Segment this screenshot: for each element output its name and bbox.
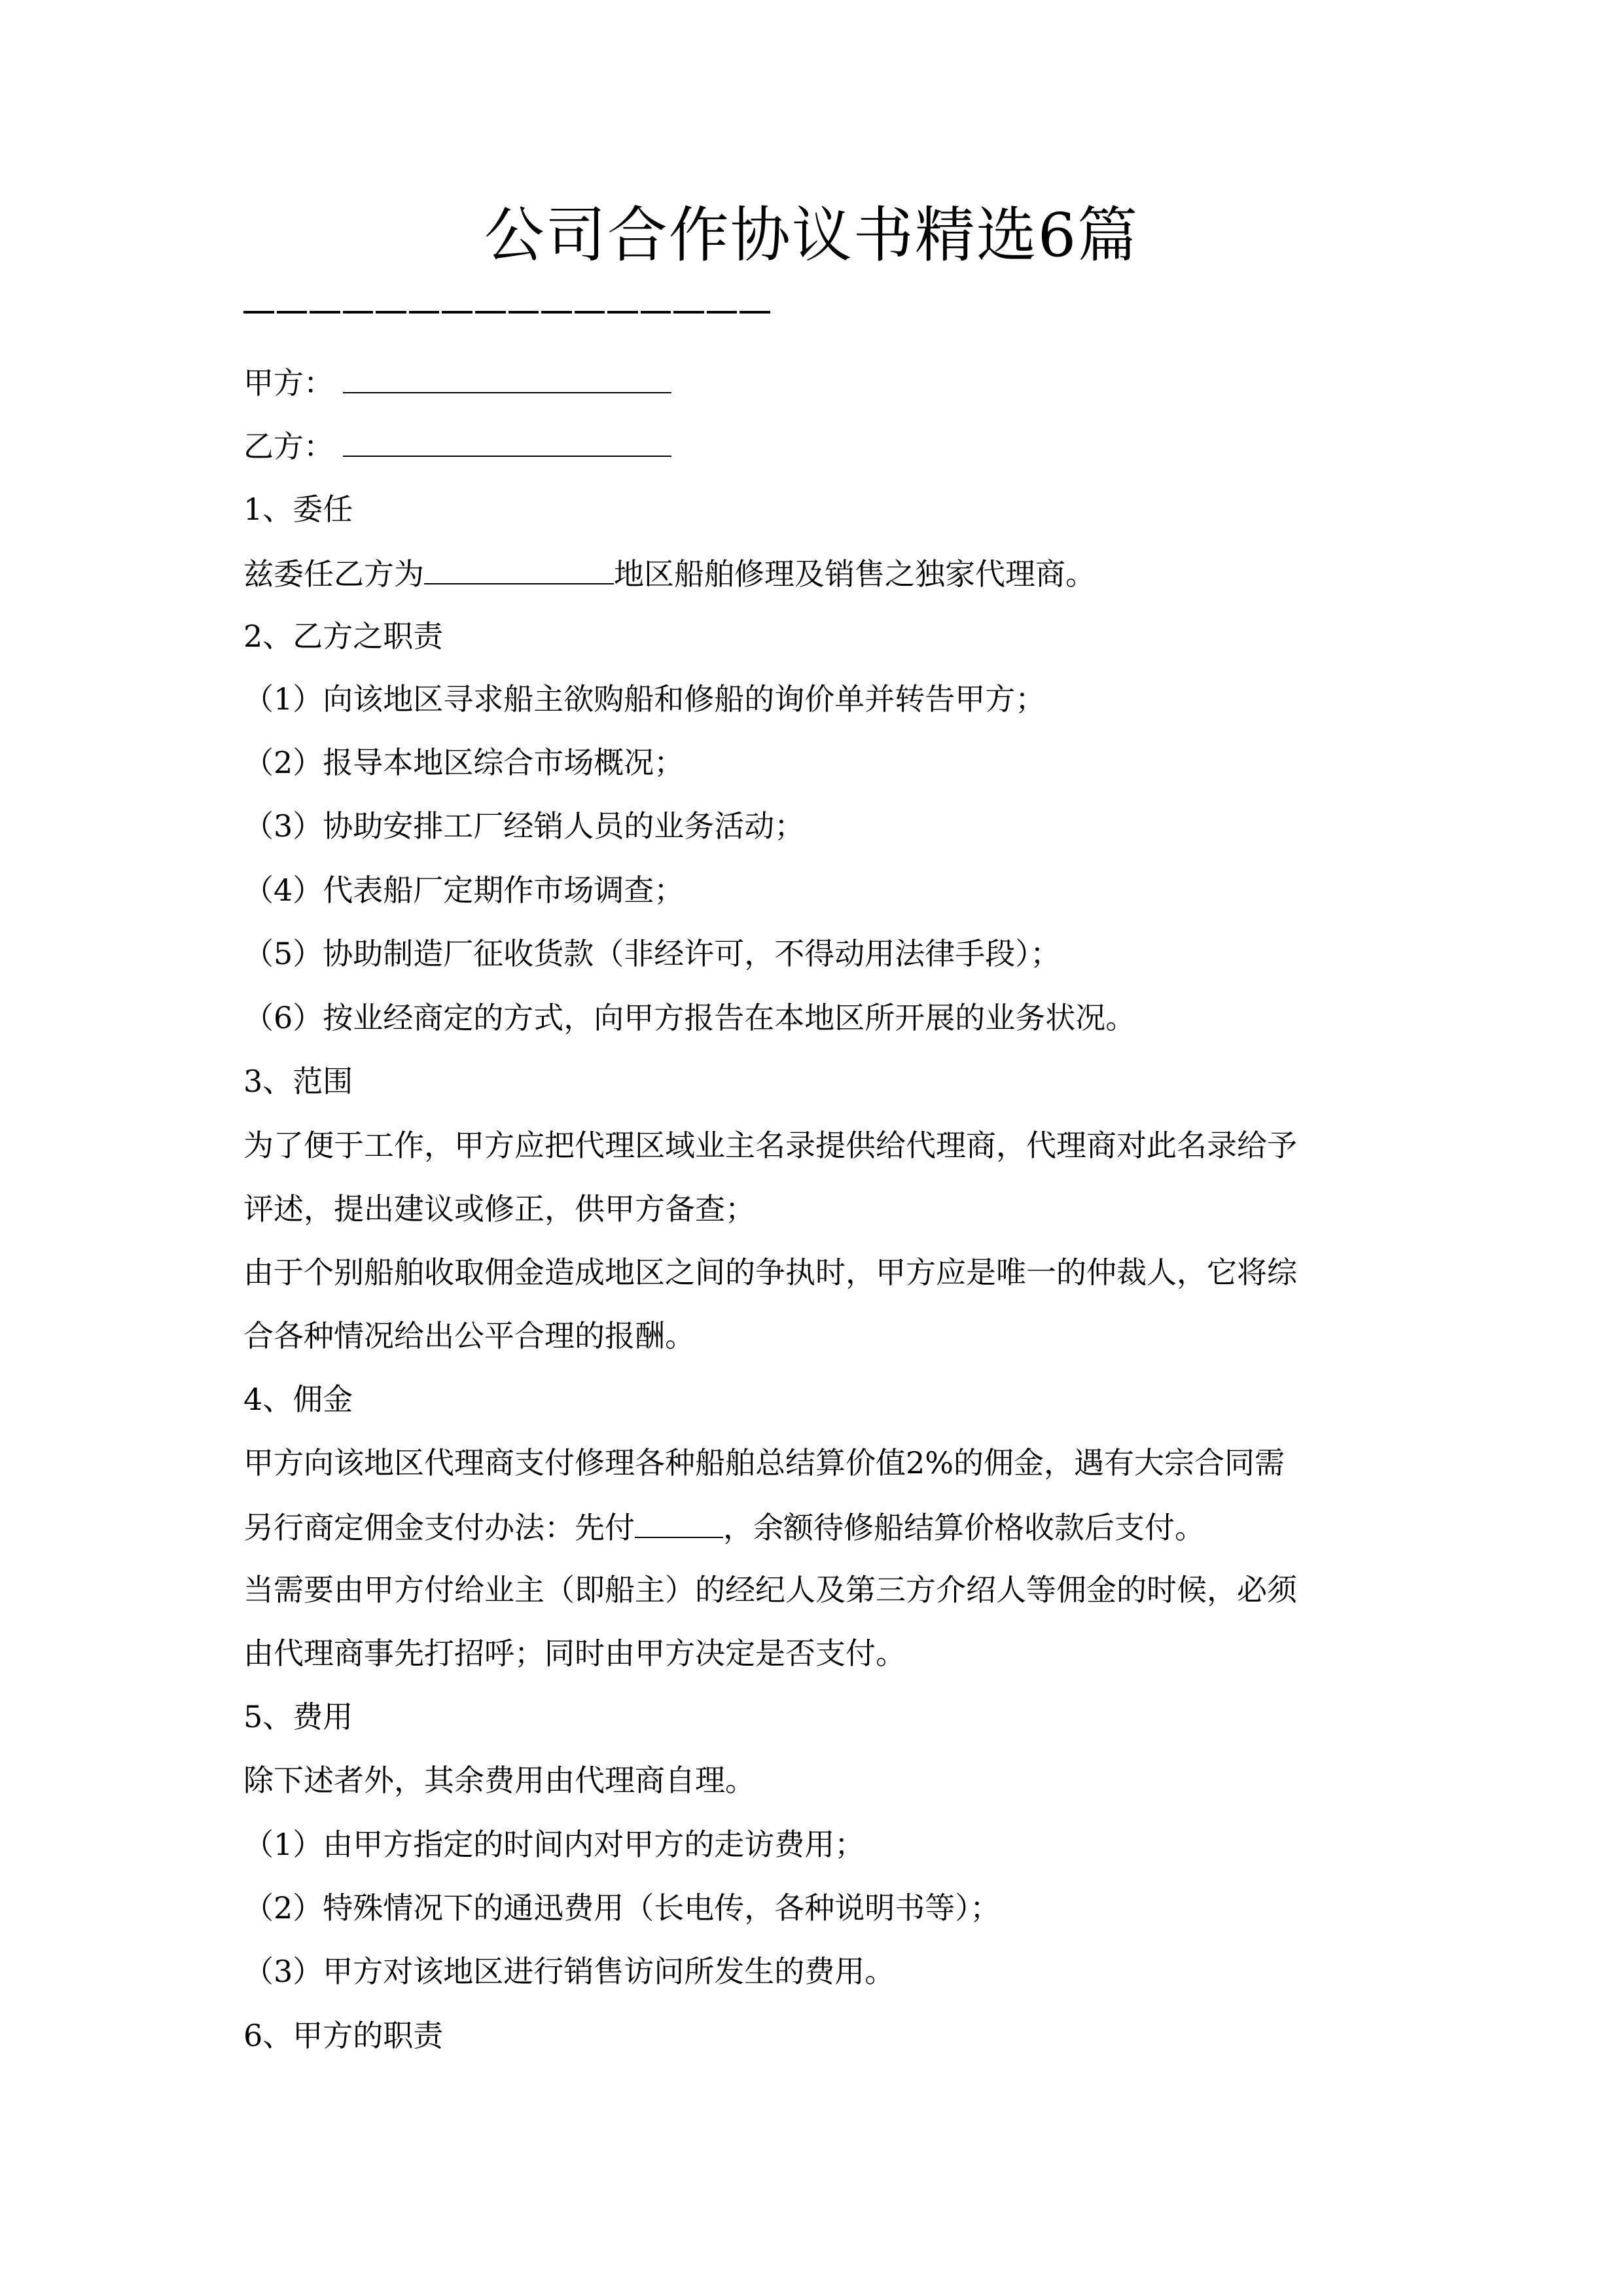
section-3-line: 为了便于工作，甲方应把代理区域业主名录提供给代理商，代理商对此名录给予 <box>243 1128 1297 1163</box>
s4-text-after: ，余额待修船结算价格收款后支付。 <box>723 1510 1205 1545</box>
section-4-line: 当需要由甲方付给业主（即船主）的经纪人及第三方介绍人等佣金的时候，必须 <box>243 1572 1297 1607</box>
section-5-item: （1）由甲方指定的时间内对甲方的走访费用； <box>243 1827 865 1862</box>
section-5-item: （3）甲方对该地区进行销售访问所发生的费用。 <box>243 1954 895 1989</box>
section-4-line: 由代理商事先打招呼；同时由甲方决定是否支付。 <box>243 1636 906 1671</box>
party-b-label: 乙方： <box>243 429 334 464</box>
section-3-line: 合各种情况给出公平合理的报酬。 <box>243 1318 695 1354</box>
section-3-heading: 3、范围 <box>243 1064 353 1099</box>
section-1-heading: 1、委任 <box>243 492 353 527</box>
section-5-intro: 除下述者外，其余费用由代理商自理。 <box>243 1763 755 1798</box>
section-3-line: 评述，提出建议或修正，供甲方备查； <box>243 1191 755 1227</box>
title-dash-rule <box>243 310 770 314</box>
section-5-heading: 5、费用 <box>243 1699 353 1734</box>
section-5-item: （2）特殊情况下的通迅费用（长电传，各种说明书等）； <box>243 1890 1001 1926</box>
section-2-heading: 2、乙方之职责 <box>243 619 444 654</box>
section-3-line: 由于个别船舶收取佣金造成地区之间的争执时，甲方应是唯一的仲裁人，它将综 <box>243 1255 1297 1290</box>
section-6-heading: 6、甲方的职责 <box>243 2018 444 2053</box>
party-a-line <box>243 362 671 401</box>
section-4-line <box>243 1507 1205 1546</box>
region-blank <box>424 553 614 584</box>
section-2-item: （1）向该地区寻求船主欲购船和修船的询价单并转告甲方； <box>243 681 1046 717</box>
prepayment-blank <box>635 1507 723 1538</box>
section-2-item: （5）协助制造厂征收货款（非经许可，不得动用法律手段）； <box>243 936 1061 971</box>
party-a-blank <box>343 362 671 393</box>
section-2-item: （6）按业经商定的方式，向甲方报告在本地区所开展的业务状况。 <box>243 1000 1136 1035</box>
s4-text-before: 另行商定佣金支付办法：先付 <box>243 1510 635 1545</box>
section-1-paragraph <box>243 553 1096 592</box>
party-b-line <box>243 425 671 465</box>
section-2-item: （2）报导本地区综合市场概况； <box>243 745 685 780</box>
section-4-line: 甲方向该地区代理商支付修理各种船舶总结算价值2%的佣金，遇有大宗合同需 <box>243 1445 1285 1480</box>
s1-text-before: 兹委任乙方为 <box>243 556 424 592</box>
section-4-heading: 4、佣金 <box>243 1382 353 1417</box>
party-a-label: 甲方： <box>243 365 334 401</box>
document-title: 公司合作协议书精选6篇 <box>484 200 1139 270</box>
section-2-item: （3）协助安排工厂经销人员的业务活动； <box>243 808 805 844</box>
party-b-blank <box>343 425 671 457</box>
s1-text-after: 地区船舶修理及销售之独家代理商。 <box>614 556 1096 592</box>
section-2-item: （4）代表船厂定期作市场调查； <box>243 872 685 908</box>
